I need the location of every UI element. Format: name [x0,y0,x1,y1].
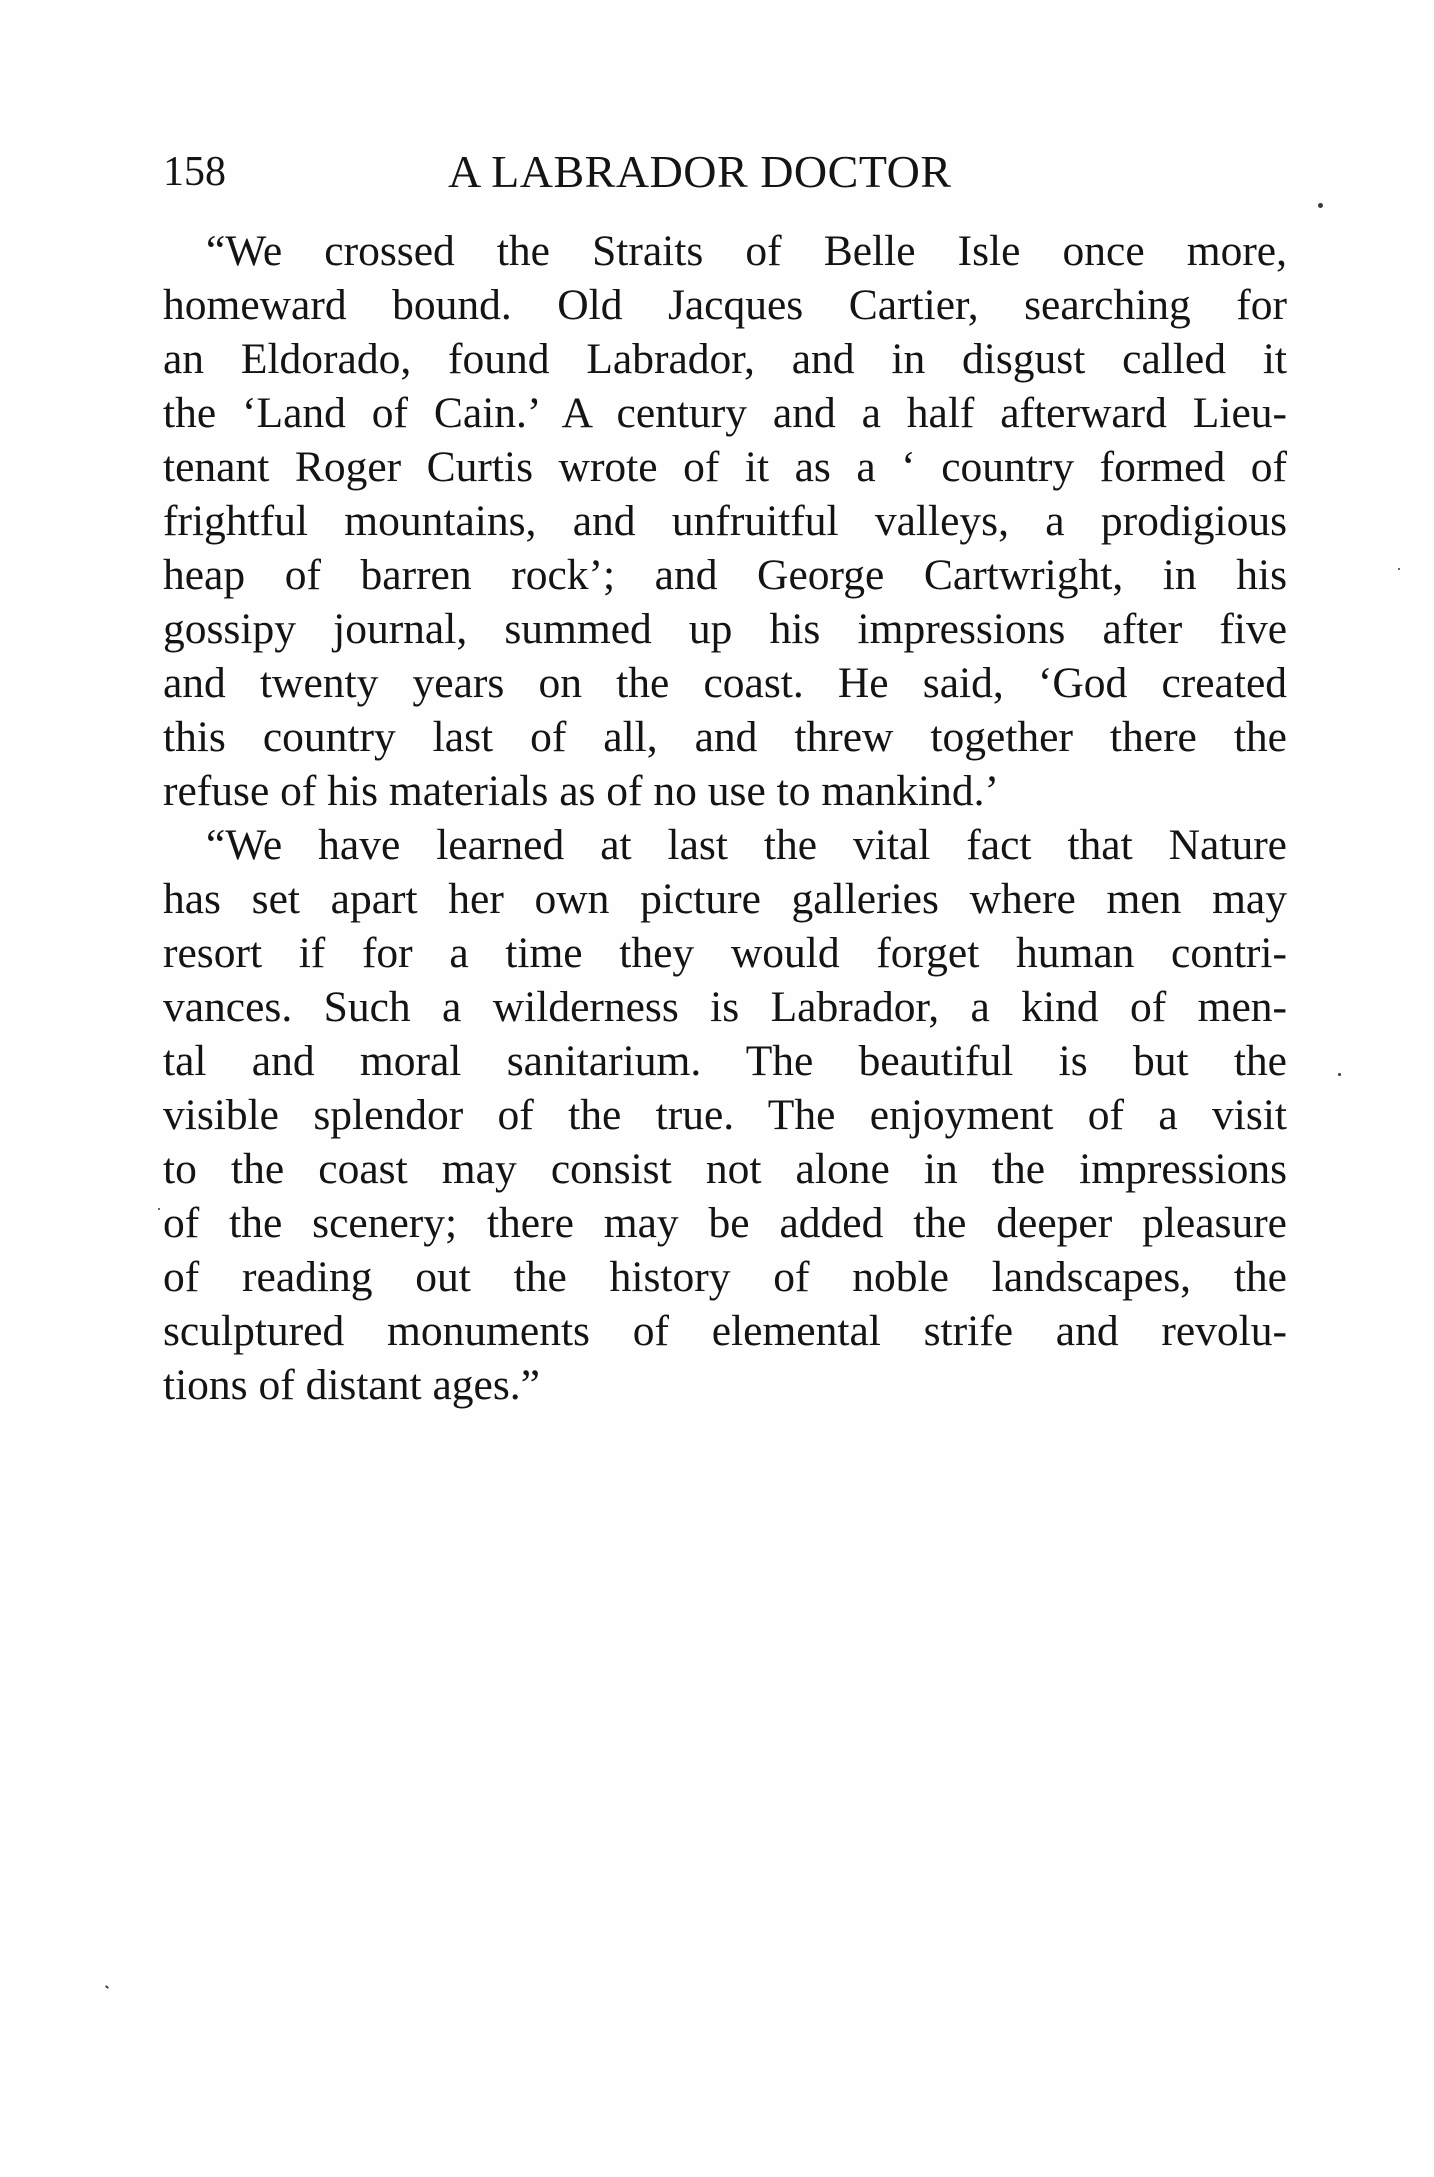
text-line: tions of distant ages.” [163,1361,540,1409]
text-line: “We have learned at last the vital fact that Nature [206,821,1287,869]
body-text [163,224,1287,1412]
text-line: “We crossed the Straits of Belle Isle once more, [206,227,1287,275]
running-head: A LABRADOR DOCTOR [448,146,952,197]
text-line: has set apart her own picture galleries where men may [163,875,1287,923]
text-line: of the scenery; there may be added the deeper pleasure [163,1199,1287,1247]
scan-speck [158,1208,160,1210]
text-line: visible splendor of the true. The enjoyment of a visit [163,1091,1287,1139]
paragraph [163,818,1287,1412]
scan-speck [1318,203,1323,208]
text-line: the ‘Land of Cain.’ A century and a half afterward Lieu- [163,389,1287,437]
text-line: to the coast may consist not alone in the impressions [163,1145,1287,1193]
scan-speck [105,1985,109,1989]
text-line: tenant Roger Curtis wrote of it as a ‘ country formed of [163,443,1287,491]
scan-speck [1398,568,1400,570]
text-line: resort if for a time they would forget human contri- [163,929,1287,977]
text-line: of reading out the history of noble landscapes, the [163,1253,1287,1301]
text-line: refuse of his materials as of no use to mankind.’ [163,767,999,815]
text-line: this country last of all, and threw together there the [163,713,1287,761]
scan-speck [1338,1073,1341,1076]
page-number: 158 [163,149,226,195]
text-line: gossipy journal, summed up his impressions after five [163,605,1287,653]
text-line: and twenty years on the coast. He said, ‘God created [163,659,1287,707]
text-line: frightful mountains, and unfruitful valleys, a prodigious [163,497,1287,545]
text-line: tal and moral sanitarium. The beautiful is but the [163,1037,1287,1085]
page-header [163,142,1283,202]
text-line: sculptured monuments of elemental strife and revolu- [163,1307,1287,1355]
text-line: vances. Such a wilderness is Labrador, a kind of men- [163,983,1287,1031]
text-line: an Eldorado, found Labrador, and in disgust called it [163,335,1287,383]
text-line: heap of barren rock’; and George Cartwright, in his [163,551,1287,599]
text-line: homeward bound. Old Jacques Cartier, searching for [163,281,1287,329]
paragraph [163,224,1287,818]
